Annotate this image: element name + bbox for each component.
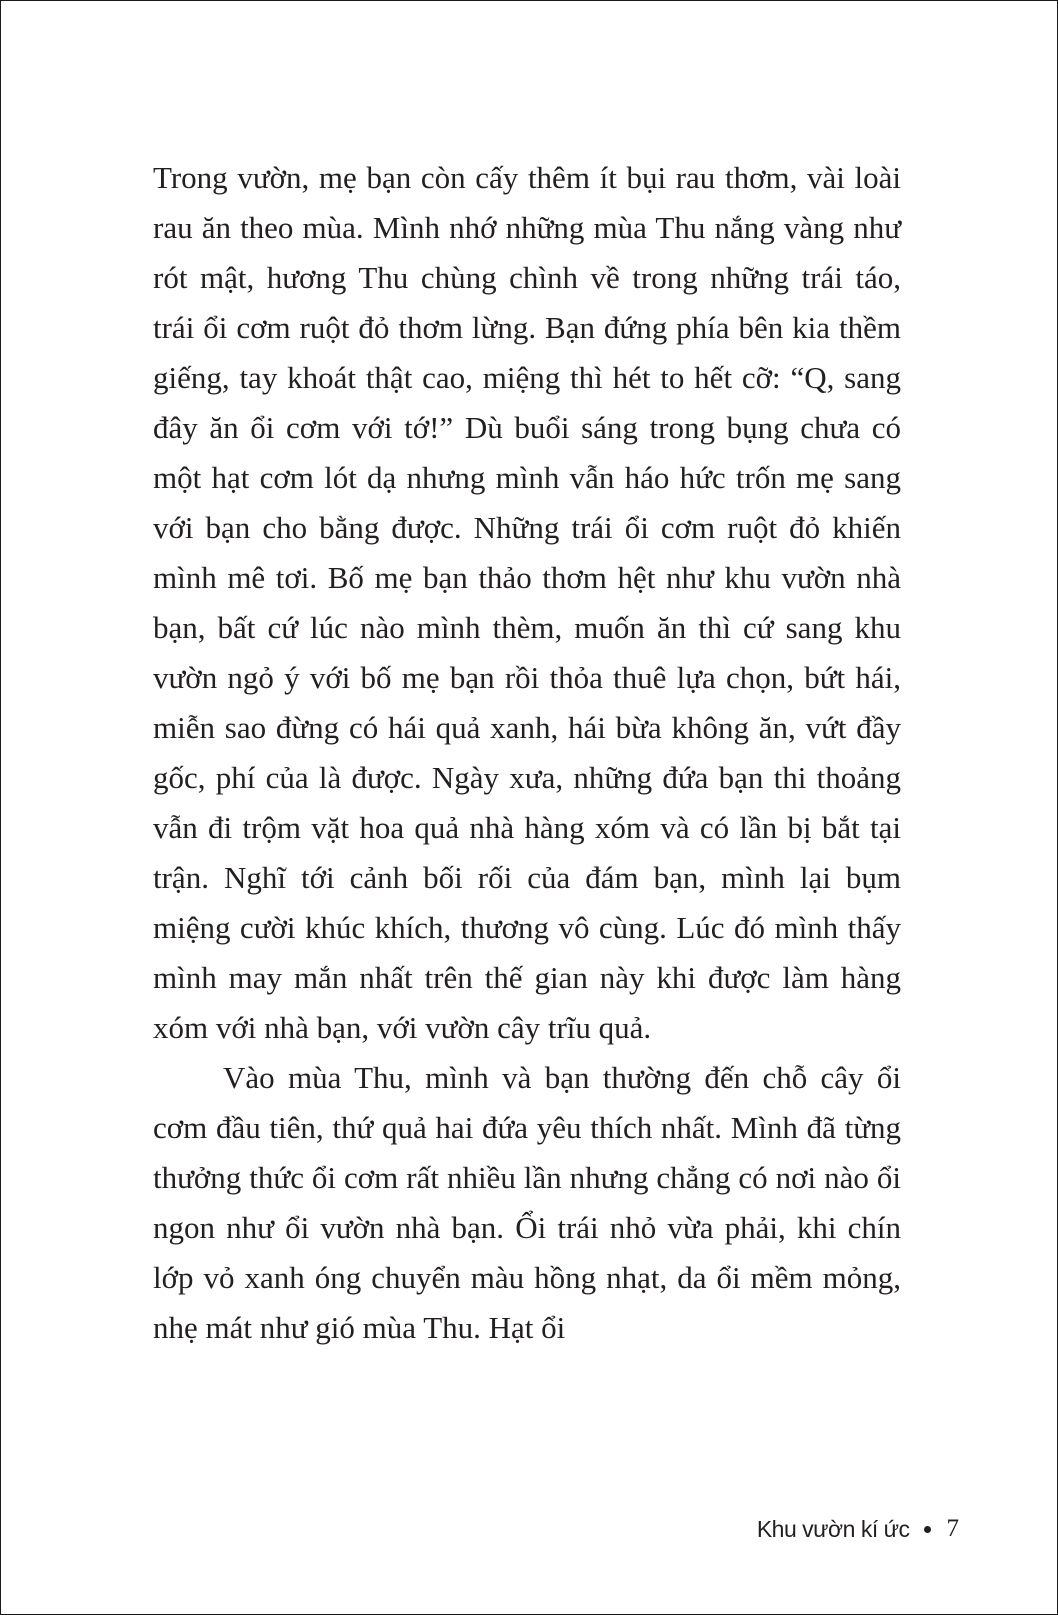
paragraph-1: Trong vườn, mẹ bạn còn cấy thêm ít bụi rau thơm, vài loài rau ăn theo mùa. Mình nhớ những mùa Thu nắng vàng như rót mật, hương Thu chùng chình về trong những trái táo, trái ổi cơm ruột đỏ thơm lừng. Bạn đứng phía bên kia thềm giếng, tay khoát thật cao, miệng thì hét to hết cỡ: “Q, sang đây ăn ổi cơm với tớ!” Dù buổi sáng trong bụng chưa có một hạt cơm lót dạ nhưng mình vẫn háo hức trốn mẹ sang với bạn cho bằng được. Những trái ổi cơm ruột đỏ khiến mình mê tơi. Bố mẹ bạn thảo thơm hệt như khu vườn nhà bạn, bất cứ lúc nào mình thèm, muốn ăn thì cứ sang khu vườn ngỏ ý với bố mẹ bạn rồi thỏa thuê lựa chọn, bứt hái, miễn sao đừng có hái quả xanh, hái bừa không ăn, vứt đầy gốc, phí của là được. Ngày xưa, những đứa bạn thi thoảng vẫn đi trộm vặt hoa quả nhà hàng xóm và có lần bị bắt tại trận. Nghĩ tới cảnh bối rối của đám bạn, mình lại bụm miệng cười khúc khích, thương vô cùng. Lúc đó mình thấy mình may mắn nhất trên thế gian này khi được làm hàng xóm với nhà bạn, với vườn cây trĩu quả. <box>153 160 901 1045</box>
page-footer <box>757 1509 959 1549</box>
paragraph-2: Vào mùa Thu, mình và bạn thường đến chỗ cây ổi cơm đầu tiên, thứ quả hai đứa yêu thích nhất. Mình đã từng thưởng thức ổi cơm rất nhiều lần nhưng chẳng có nơi nào ổi ngon như ổi vườn nhà bạn. Ổi trái nhỏ vừa phải, khi chín lớp vỏ xanh óng chuyển màu hồng nhạt, da ổi mềm mỏng, nhẹ mát như gió mùa Thu. Hạt ổi <box>153 1060 901 1345</box>
body-text <box>153 153 901 1353</box>
page-number: 7 <box>946 1515 959 1542</box>
running-title: Khu vườn kí ức <box>756 1515 910 1542</box>
bullet-separator <box>924 1526 931 1533</box>
